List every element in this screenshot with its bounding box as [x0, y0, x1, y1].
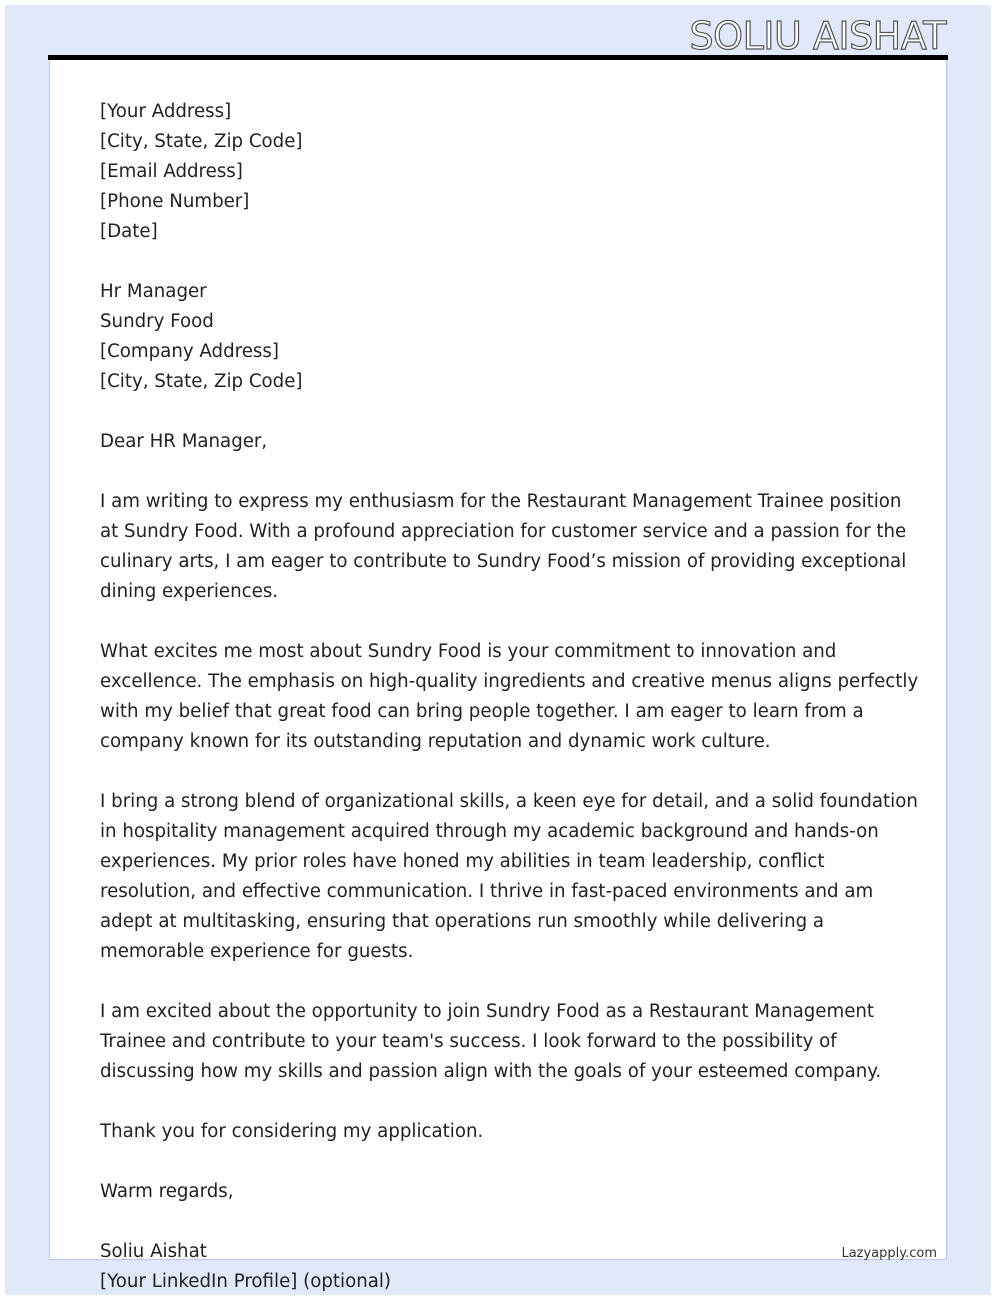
salutation-text: Dear HR Manager,	[100, 431, 268, 452]
paragraph-line: Trainee and contribute to your team's success. I look forward to the possibility of	[100, 1031, 837, 1052]
paragraph-line: I bring a strong blend of organizational skills, a keen eye for detail, and a solid foundation	[100, 791, 918, 812]
sender-phone: [Phone Number]	[100, 191, 250, 212]
sender-city-state-zip: [City, State, Zip Code]	[100, 131, 303, 152]
paragraph-line: I am writing to express my enthusiasm for the Restaurant Management Trainee position	[100, 491, 902, 512]
paragraph-line: company known for its outstanding reputation and dynamic work culture.	[100, 731, 771, 752]
footer-brand[interactable]: Lazyapply.com	[841, 1246, 937, 1261]
paragraph-line: What excites me most about Sundry Food is your commitment to innovation and	[100, 641, 837, 662]
paragraph-line: in hospitality management acquired through my academic background and hands-on	[100, 821, 879, 842]
paragraph-line: experiences. My prior roles have honed my abilities in team leadership, conflict	[100, 851, 825, 872]
cover-letter	[100, 97, 919, 1297]
paragraph-3	[100, 787, 918, 967]
letter-date: [Date]	[100, 221, 158, 242]
sender-address: [Your Address]	[100, 101, 232, 122]
closing-thanks	[100, 1117, 890, 1147]
paragraph-line: I am excited about the opportunity to join Sundry Food as a Restaurant Management	[100, 1001, 875, 1022]
paragraph-1	[100, 487, 907, 607]
paragraph-line: with my belief that great food can bring people together. I am eager to learn from a	[100, 701, 864, 722]
recipient-title: Hr Manager	[100, 281, 207, 302]
sign-off-text: Warm regards,	[100, 1181, 234, 1202]
paragraph-line: dining experiences.	[100, 581, 279, 602]
signature-block	[100, 1237, 890, 1297]
recipient-block	[100, 277, 890, 397]
signature-linkedin: [Your LinkedIn Profile] (optional)	[100, 1271, 392, 1292]
sign-off	[100, 1177, 890, 1207]
recipient-address: [Company Address]	[100, 341, 279, 362]
closing-thanks-text: Thank you for considering my application.	[100, 1121, 484, 1142]
salutation	[100, 427, 890, 457]
paragraph-line: culinary arts, I am eager to contribute to Sundry Food’s mission of providing exceptional	[100, 551, 907, 572]
paragraph-line: memorable experience for guests.	[100, 941, 414, 962]
paragraph-line: adept at multitasking, ensuring that operations run smoothly while delivering a	[100, 911, 825, 932]
paragraph-4	[100, 997, 890, 1087]
sender-email: [Email Address]	[100, 161, 243, 182]
header-name: SOLIU AISHAT	[689, 14, 946, 58]
paragraph-line: at Sundry Food. With a profound appreciation for customer service and a passion for the	[100, 521, 907, 542]
paragraph-line: resolution, and effective communication. I thrive in fast-paced environments and am	[100, 881, 874, 902]
recipient-company: Sundry Food	[100, 311, 214, 332]
paragraph-line: excellence. The emphasis on high-quality ingredients and creative menus aligns perfectly	[100, 671, 919, 692]
sender-block	[100, 97, 890, 247]
paragraph-line: discussing how my skills and passion align with the goals of your esteemed company.	[100, 1061, 882, 1082]
signature-name: Soliu Aishat	[100, 1241, 207, 1262]
paragraph-2	[100, 637, 919, 757]
recipient-city-state-zip: [City, State, Zip Code]	[100, 371, 303, 392]
